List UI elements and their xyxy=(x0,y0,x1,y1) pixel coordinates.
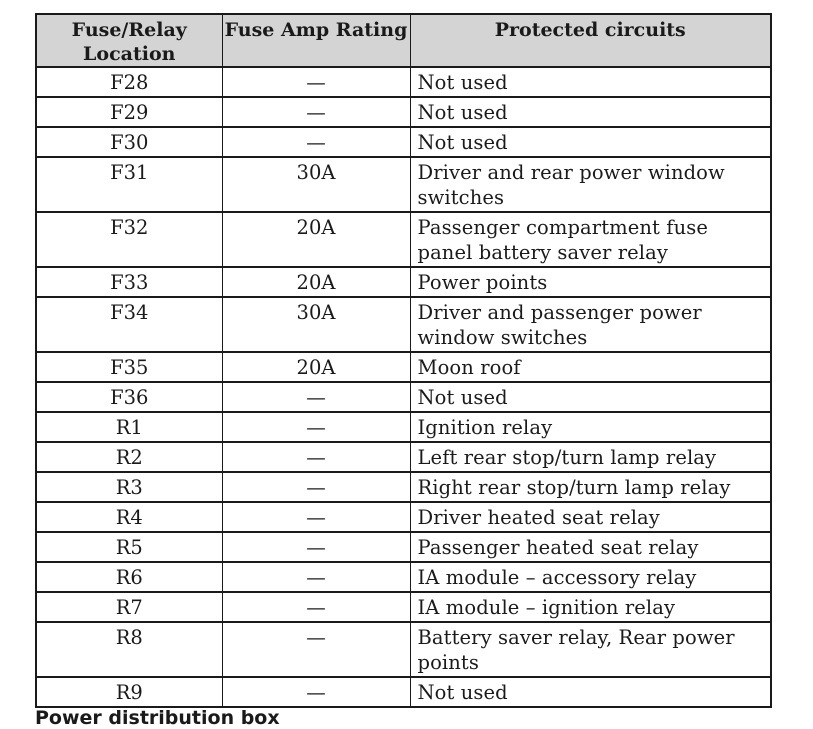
table-header-row xyxy=(36,14,771,67)
table-row xyxy=(36,267,771,297)
amp-rating-cell: — xyxy=(222,382,410,412)
table-row xyxy=(36,622,771,677)
table-row xyxy=(36,677,771,707)
amp-rating-cell: — xyxy=(222,592,410,622)
fuse-location-cell: F36 xyxy=(36,382,222,412)
protected-circuits-cell: Driver and passenger power window switches xyxy=(410,297,771,352)
amp-rating-cell: — xyxy=(222,562,410,592)
table-row xyxy=(36,472,771,502)
section-heading-fragment: Power distribution box xyxy=(35,707,280,729)
fuse-location-cell: F34 xyxy=(36,297,222,352)
fuse-location-cell: F31 xyxy=(36,157,222,212)
protected-circuits-cell: Not used xyxy=(410,67,771,97)
header-circuits: Protected circuits xyxy=(410,14,771,67)
amp-rating-cell: — xyxy=(222,412,410,442)
fuse-location-cell: R4 xyxy=(36,502,222,532)
table-row xyxy=(36,67,771,97)
protected-circuits-cell: Moon roof xyxy=(410,352,771,382)
table-row xyxy=(36,352,771,382)
protected-circuits-cell: IA module – accessory relay xyxy=(410,562,771,592)
amp-rating-cell: — xyxy=(222,622,410,677)
table-row xyxy=(36,442,771,472)
amp-rating-cell: — xyxy=(222,472,410,502)
table-row xyxy=(36,592,771,622)
amp-rating-cell: — xyxy=(222,127,410,157)
fuse-location-cell: R6 xyxy=(36,562,222,592)
protected-circuits-cell: Battery saver relay, Rear power points xyxy=(410,622,771,677)
amp-rating-cell: 20A xyxy=(222,212,410,267)
protected-circuits-cell: Not used xyxy=(410,382,771,412)
amp-rating-cell: — xyxy=(222,677,410,707)
protected-circuits-cell: Driver heated seat relay xyxy=(410,502,771,532)
table-row xyxy=(36,382,771,412)
fuse-location-cell: F35 xyxy=(36,352,222,382)
protected-circuits-cell: Passenger heated seat relay xyxy=(410,532,771,562)
amp-rating-cell: — xyxy=(222,97,410,127)
amp-rating-cell: — xyxy=(222,67,410,97)
amp-rating-cell: 30A xyxy=(222,157,410,212)
protected-circuits-cell: Driver and rear power window switches xyxy=(410,157,771,212)
fuse-location-cell: R8 xyxy=(36,622,222,677)
protected-circuits-cell: Not used xyxy=(410,97,771,127)
table-row xyxy=(36,412,771,442)
protected-circuits-cell: Left rear stop/turn lamp relay xyxy=(410,442,771,472)
table-body xyxy=(36,67,771,707)
table-row xyxy=(36,97,771,127)
protected-circuits-cell: Not used xyxy=(410,127,771,157)
fuse-location-cell: R3 xyxy=(36,472,222,502)
table-row xyxy=(36,212,771,267)
amp-rating-cell: — xyxy=(222,442,410,472)
fuse-relay-table xyxy=(35,13,772,708)
table-row xyxy=(36,562,771,592)
header-location: Fuse/Relay Location xyxy=(36,14,222,67)
table-row xyxy=(36,157,771,212)
table-row xyxy=(36,532,771,562)
fuse-location-cell: F33 xyxy=(36,267,222,297)
fuse-location-cell: R5 xyxy=(36,532,222,562)
fuse-location-cell: R1 xyxy=(36,412,222,442)
fuse-location-cell: F30 xyxy=(36,127,222,157)
fuse-location-cell: R9 xyxy=(36,677,222,707)
table-row xyxy=(36,127,771,157)
protected-circuits-cell: Passenger compartment fuse panel battery saver relay xyxy=(410,212,771,267)
amp-rating-cell: 30A xyxy=(222,297,410,352)
fuse-location-cell: R7 xyxy=(36,592,222,622)
amp-rating-cell: 20A xyxy=(222,352,410,382)
protected-circuits-cell: Right rear stop/turn lamp relay xyxy=(410,472,771,502)
table-row xyxy=(36,297,771,352)
fuse-location-cell: F28 xyxy=(36,67,222,97)
fuse-location-cell: R2 xyxy=(36,442,222,472)
protected-circuits-cell: IA module – ignition relay xyxy=(410,592,771,622)
amp-rating-cell: — xyxy=(222,532,410,562)
header-rating: Fuse Amp Rating xyxy=(222,14,410,67)
protected-circuits-cell: Power points xyxy=(410,267,771,297)
protected-circuits-cell: Ignition relay xyxy=(410,412,771,442)
fuse-location-cell: F29 xyxy=(36,97,222,127)
table-row xyxy=(36,502,771,532)
protected-circuits-cell: Not used xyxy=(410,677,771,707)
fuse-location-cell: F32 xyxy=(36,212,222,267)
amp-rating-cell: 20A xyxy=(222,267,410,297)
amp-rating-cell: — xyxy=(222,502,410,532)
